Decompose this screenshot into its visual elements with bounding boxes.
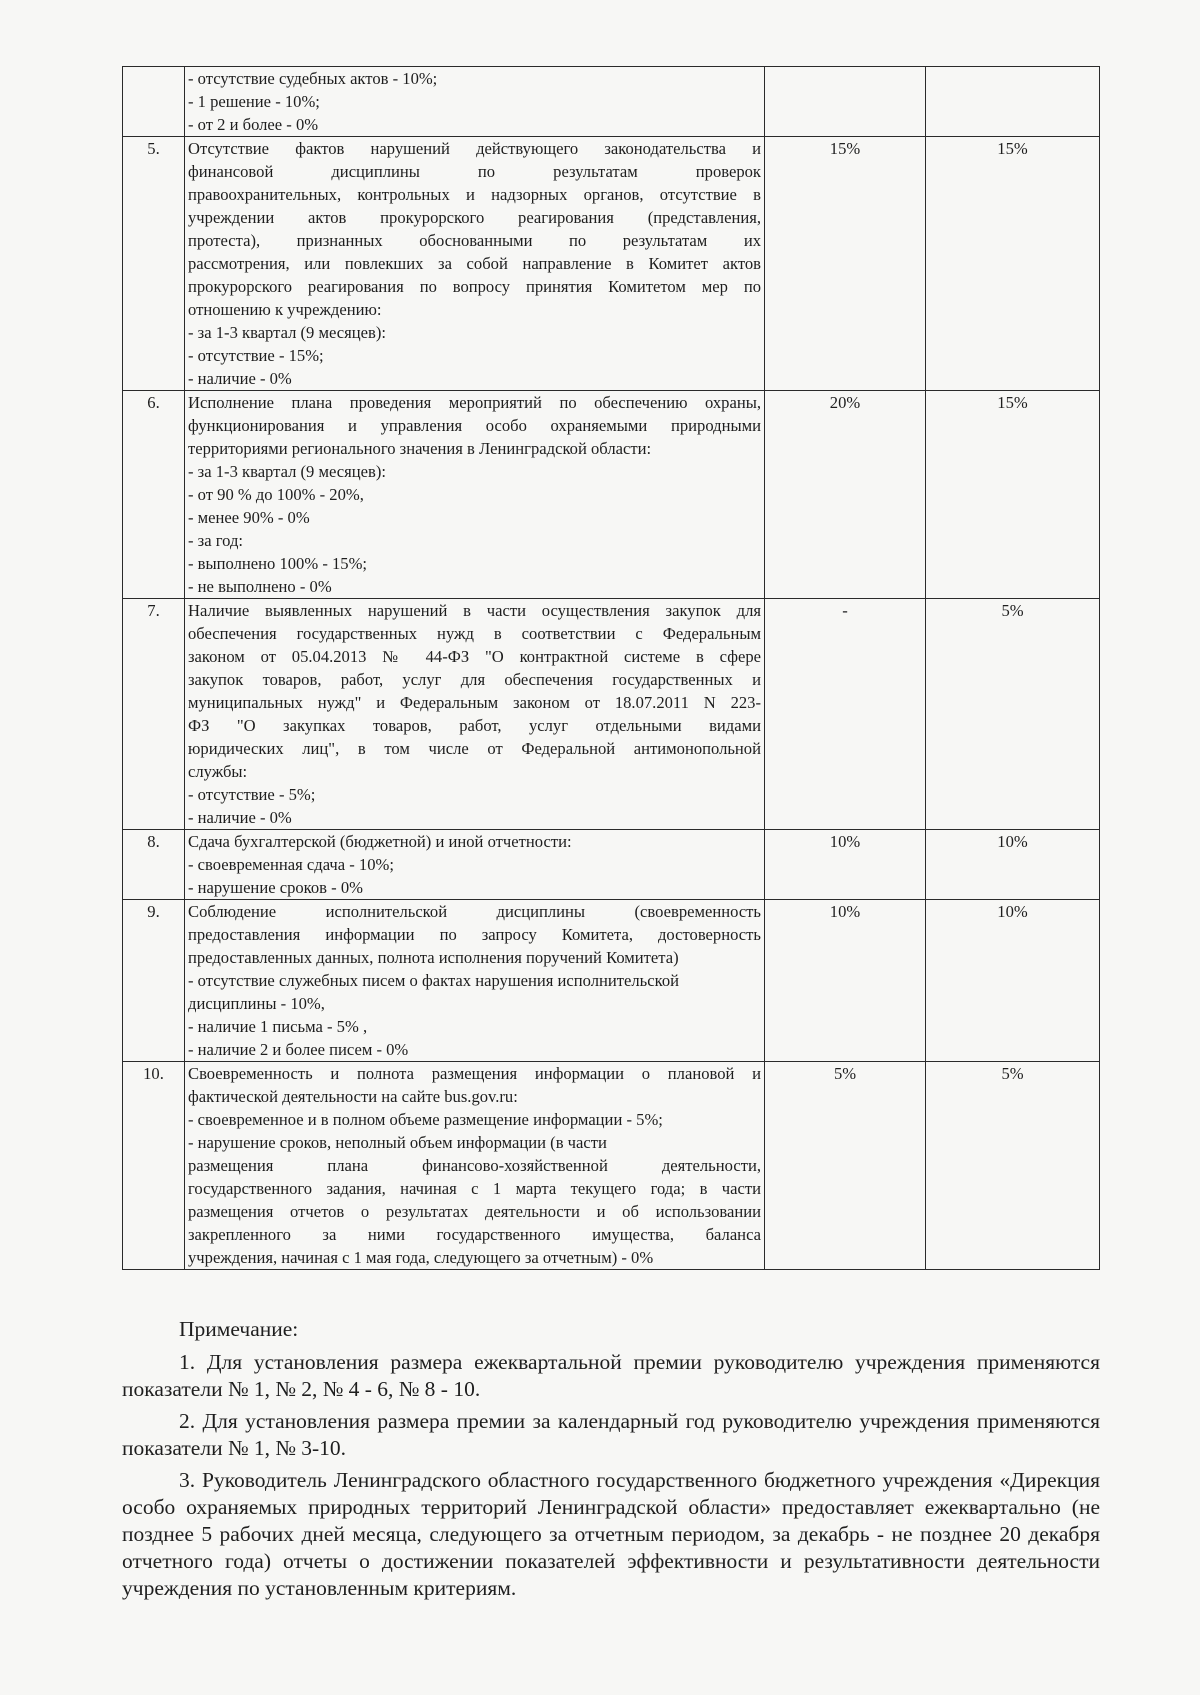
criterion-line: закупок товаров, работ, услуг для обеспечения государственных и bbox=[188, 670, 761, 689]
row-number bbox=[123, 67, 185, 137]
criterion-line: - за 1-3 квартал (9 месяцев): bbox=[188, 323, 386, 342]
criterion-line: - нарушение сроков - 0% bbox=[188, 878, 363, 897]
criteria-table-body bbox=[123, 67, 1100, 1270]
criterion-description bbox=[185, 830, 765, 900]
quarterly-weight: 10% bbox=[765, 830, 926, 900]
annual-weight bbox=[926, 67, 1100, 137]
criterion-line: - менее 90% - 0% bbox=[188, 508, 310, 527]
criterion-line: - за год: bbox=[188, 531, 244, 550]
criterion-line: - отсутствие - 5%; bbox=[188, 785, 316, 804]
criterion-line: - своевременное и в полном объеме размещение информации - 5%; bbox=[188, 1110, 663, 1129]
annual-weight: 5% bbox=[926, 599, 1100, 830]
row-number: 10. bbox=[123, 1062, 185, 1270]
table-row bbox=[123, 830, 1100, 900]
criterion-line: - отсутствие - 15%; bbox=[188, 346, 324, 365]
criterion-line: размещения отчетов о результатах деятельности и об использовании bbox=[188, 1202, 761, 1221]
table-row bbox=[123, 1062, 1100, 1270]
annual-weight: 10% bbox=[926, 900, 1100, 1062]
criterion-line: - нарушение сроков, неполный объем информации (в части bbox=[188, 1133, 607, 1152]
table-row bbox=[123, 599, 1100, 830]
criterion-line: - от 90 % до 100% - 20%, bbox=[188, 485, 364, 504]
quarterly-weight: 5% bbox=[765, 1062, 926, 1270]
criterion-line: Соблюдение исполнительской дисциплины (своевременность bbox=[188, 902, 761, 921]
note-item-3: 3. Руководитель Ленинградского областного государственного бюджетного учреждения «Дирекция особо охраняемых природных территорий Ленинградской области» предоставляет ежеквартально (не позднее 5 рабочих дней месяца, следующего за отчетным периодом, за декабрь - не позднее 20 декабря отчетного года) отчеты о достижении показателей эффективности и результативности деятельности учреждения по установленным критериям. bbox=[122, 1468, 1100, 1600]
quarterly-weight: 20% bbox=[765, 391, 926, 599]
criterion-description bbox=[185, 900, 765, 1062]
criterion-line: - не выполнено - 0% bbox=[188, 577, 332, 596]
criterion-line: муниципальных нужд" и Федеральным законом от 18.07.2011 N 223- bbox=[188, 693, 761, 712]
note-item-1: 1. Для установления размера ежеквартальной премии руководителю учреждения применяются показатели № 1, № 2, № 4 - 6, № 8 - 10. bbox=[122, 1350, 1100, 1401]
criterion-line: - наличие 1 письма - 5% , bbox=[188, 1017, 368, 1036]
criterion-line: территориями регионального значения в Ленинградской области: bbox=[188, 439, 652, 458]
criterion-line: предоставления информации по запросу Комитета, достоверность bbox=[188, 925, 761, 944]
quarterly-weight: - bbox=[765, 599, 926, 830]
criterion-line: протеста), признанных обоснованными по результатам их bbox=[188, 231, 761, 250]
criterion-description bbox=[185, 391, 765, 599]
table-row bbox=[123, 137, 1100, 391]
criterion-line: предоставленных данных, полнота исполнения поручений Комитета) bbox=[188, 948, 679, 967]
quarterly-weight: 15% bbox=[765, 137, 926, 391]
criterion-line: - наличие - 0% bbox=[188, 808, 292, 827]
quarterly-weight: 10% bbox=[765, 900, 926, 1062]
criterion-line: ФЗ "О закупках товаров, работ, услуг отдельными видами bbox=[188, 716, 761, 735]
criterion-line: обеспечения государственных нужд в соответствии с Федеральным bbox=[188, 624, 761, 643]
criterion-line: - отсутствие служебных писем о фактах нарушения исполнительской bbox=[188, 971, 679, 990]
criterion-line: рассмотрения, или повлекших за собой направление в Комитет актов bbox=[188, 254, 761, 273]
criterion-line: юридических лиц", в том числе от Федеральной антимонопольной bbox=[188, 739, 761, 758]
criterion-line: - отсутствие судебных актов - 10%; bbox=[188, 69, 438, 88]
criterion-line: Сдача бухгалтерской (бюджетной) и иной отчетности: bbox=[188, 832, 572, 851]
criterion-line: - наличие - 0% bbox=[188, 369, 292, 388]
quarterly-weight bbox=[765, 67, 926, 137]
criterion-line: - за 1-3 квартал (9 месяцев): bbox=[188, 462, 386, 481]
criterion-line: службы: bbox=[188, 762, 248, 781]
criterion-description bbox=[185, 67, 765, 137]
criterion-line: Отсутствие фактов нарушений действующего законодательства и bbox=[188, 139, 761, 158]
criterion-line: - наличие 2 и более писем - 0% bbox=[188, 1040, 409, 1059]
criterion-line: учреждении актов прокурорского реагирования (представления, bbox=[188, 208, 761, 227]
notes-heading: Примечание: bbox=[179, 1317, 299, 1341]
annual-weight: 5% bbox=[926, 1062, 1100, 1270]
criterion-line: законом от 05.04.2013 № 44-ФЗ "О контрактной системе в сфере bbox=[188, 647, 761, 666]
annual-weight: 15% bbox=[926, 391, 1100, 599]
criterion-description bbox=[185, 137, 765, 391]
note-item-2: 2. Для установления размера премии за календарный год руководителю учреждения применяются показатели № 1, № 3-10. bbox=[122, 1409, 1100, 1460]
criterion-line: Своевременность и полнота размещения информации о плановой и bbox=[188, 1064, 761, 1083]
table-row bbox=[123, 900, 1100, 1062]
annual-weight: 15% bbox=[926, 137, 1100, 391]
criterion-line: государственного задания, начиная с 1 марта текущего года; в части bbox=[188, 1179, 761, 1198]
row-number: 9. bbox=[123, 900, 185, 1062]
criterion-line: функционирования и управления особо охраняемыми природными bbox=[188, 416, 761, 435]
criterion-line: - 1 решение - 10%; bbox=[188, 92, 320, 111]
notes-section bbox=[122, 1316, 1100, 1607]
row-number: 6. bbox=[123, 391, 185, 599]
row-number: 5. bbox=[123, 137, 185, 391]
criterion-line: учреждения, начиная с 1 мая года, следующего за отчетным) - 0% bbox=[188, 1248, 654, 1267]
criterion-line: закрепленного за ними государственного имущества, баланса bbox=[188, 1225, 761, 1244]
criterion-line: размещения плана финансово-хозяйственной деятельности, bbox=[188, 1156, 761, 1175]
criterion-line: финансовой дисциплины по результатам проверок bbox=[188, 162, 761, 181]
table-row bbox=[123, 67, 1100, 137]
criterion-line: Наличие выявленных нарушений в части осуществления закупок для bbox=[188, 601, 761, 620]
criterion-line: - своевременная сдача - 10%; bbox=[188, 855, 394, 874]
criterion-line: - от 2 и более - 0% bbox=[188, 115, 319, 134]
row-number: 8. bbox=[123, 830, 185, 900]
criterion-description bbox=[185, 1062, 765, 1270]
criterion-line: фактической деятельности на сайте bus.gov.ru: bbox=[188, 1087, 518, 1106]
criterion-description bbox=[185, 599, 765, 830]
criterion-line: Исполнение плана проведения мероприятий по обеспечению охраны, bbox=[188, 393, 761, 412]
criterion-line: правоохранительных, контрольных и надзорных органов, отсутствие в bbox=[188, 185, 761, 204]
criterion-line: отношению к учреждению: bbox=[188, 300, 382, 319]
criterion-line: дисциплины - 10%, bbox=[188, 994, 325, 1013]
row-number: 7. bbox=[123, 599, 185, 830]
table-row bbox=[123, 391, 1100, 599]
criteria-table bbox=[122, 66, 1100, 1270]
criterion-line: прокурорского реагирования по вопросу принятия Комитетом мер по bbox=[188, 277, 761, 296]
criterion-line: - выполнено 100% - 15%; bbox=[188, 554, 368, 573]
annual-weight: 10% bbox=[926, 830, 1100, 900]
